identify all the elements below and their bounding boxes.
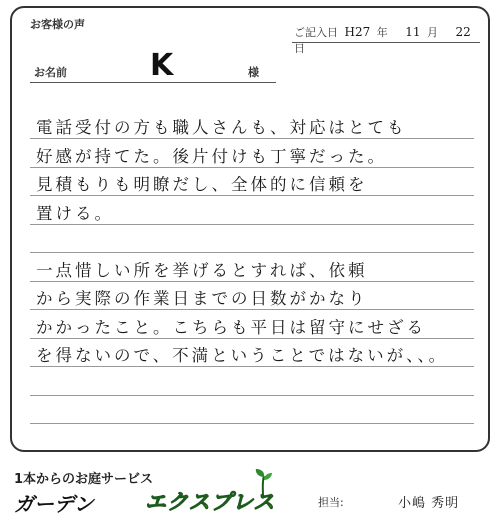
handwritten-comment-line: 電話受付の方も職人さんも、対応はとても <box>36 118 407 137</box>
ruled-line <box>30 338 474 339</box>
handwritten-comment-line: を得ないので、不満ということではないが、、。 <box>36 346 449 365</box>
ruled-line <box>30 281 474 282</box>
honorific-label: 様 <box>248 66 259 79</box>
handwritten-comment-line: 好感が持てた。後片付けも丁寧だった。 <box>36 146 387 166</box>
ruled-line <box>30 138 474 139</box>
ruled-line <box>30 252 474 253</box>
handwritten-comment-line: かかったこと。こちらも平日は留守にせざる <box>36 317 426 337</box>
leaf-logo-icon <box>252 468 274 498</box>
staff-name: 小嶋 秀明 <box>398 496 460 511</box>
date-month: 11 <box>405 25 421 39</box>
staff-label: 担当: <box>318 496 344 509</box>
company-tagline: 1本からのお庭サービス <box>14 472 154 487</box>
handwritten-comment-line: 見積もりも明瞭だし、全体的に信頼を <box>36 175 368 194</box>
brand-name-accent: エクスプレス <box>145 490 276 514</box>
customer-name: K <box>150 48 174 83</box>
ruled-line <box>30 423 474 424</box>
ruled-line <box>30 195 474 196</box>
name-underline <box>30 82 276 83</box>
month-unit: 月 <box>427 26 439 39</box>
ruled-line <box>30 309 474 310</box>
ruled-line <box>30 167 474 168</box>
handwritten-comment-line: 置ける。 <box>36 203 114 223</box>
date-label: ご記入日 <box>294 26 338 39</box>
handwritten-comment-line: 一点惜しい所を挙げるとすれば、依頼 <box>36 260 368 280</box>
customer-voice-label: お客様の声 <box>30 18 85 31</box>
day-unit: 日 <box>294 42 305 55</box>
entry-date <box>294 24 488 56</box>
ruled-line <box>30 395 474 396</box>
brand-name-main: ガーデン <box>14 492 94 516</box>
year-unit: 年 <box>376 26 388 39</box>
customer-voice-card <box>10 6 490 452</box>
company-footer <box>0 452 500 524</box>
ruled-line <box>30 366 474 367</box>
name-label: お名前 <box>34 66 67 79</box>
date-underline <box>292 42 480 43</box>
handwritten-comment-line: から実際の作業日までの日数がかなり <box>36 289 368 308</box>
date-day: 22 <box>455 25 471 39</box>
ruled-line <box>30 224 474 225</box>
date-era: H27 <box>344 25 371 39</box>
